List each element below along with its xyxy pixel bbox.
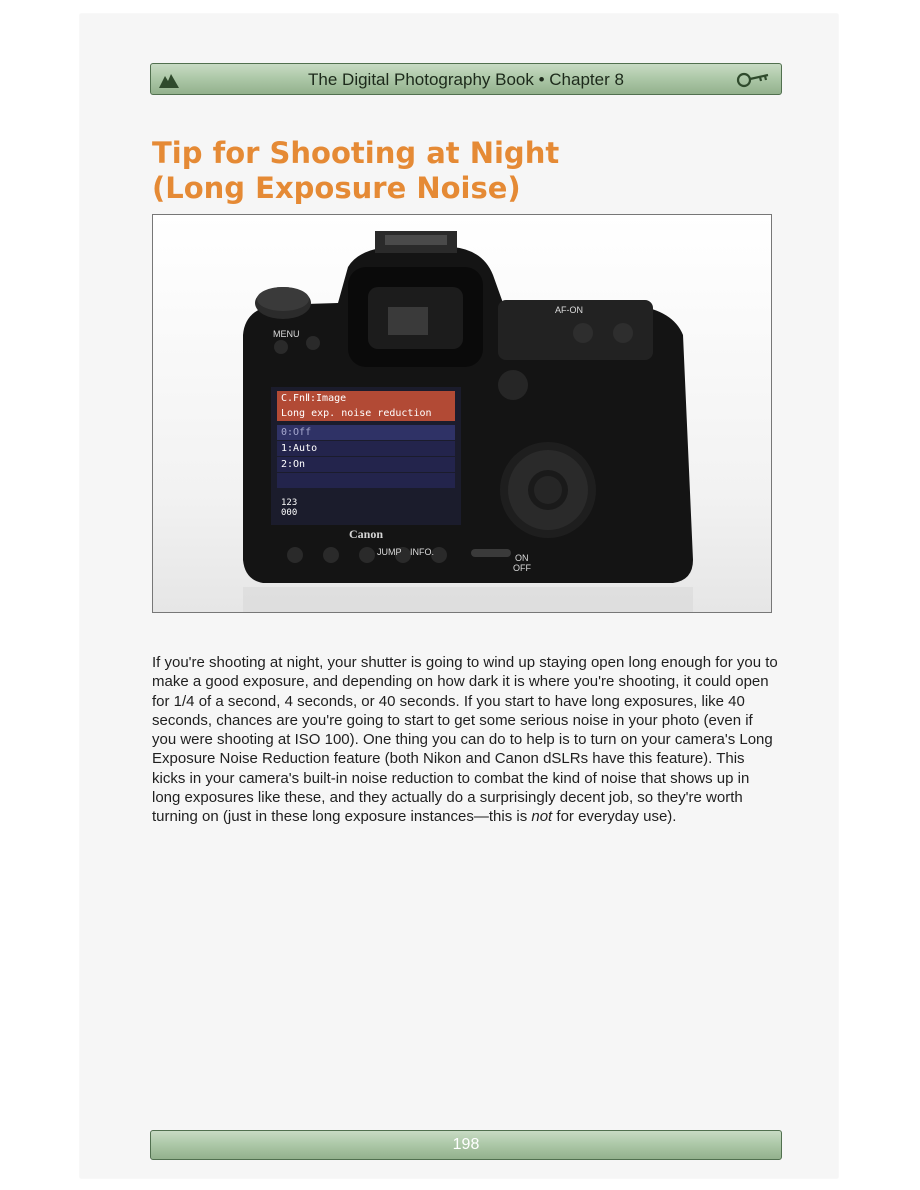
bleed-through-text [640,136,648,164]
body-text-part-1: If you're shooting at night, your shutter is going to wind up staying open long enough for you to make a good exposure, and depending on how dark it is where you're shooting, it could open for 1/4 of a second, 4 seconds, or 40 seconds. If you start to have long exposures, like 40 seconds, chances are you're going to start to get some serious noise in your photo (even if you were shooting at ISO 100). One thing you can do to help is to turn on your camera's Long Exposure Noise Reduction feature (both Nikon and Canon dSLRs have this feature). This kicks in your camera's built-in noise reduction to combat the kind of noise that shows up in long exposures like these, and they actually do a surprisingly decent job, so they're worth turning on (just in these long exposure instances—this is [152,654,778,826]
brand-logo: Canon [349,527,384,541]
lcd-screen [271,387,461,525]
body-paragraph [152,653,778,827]
info-label: INFO. [410,547,434,557]
running-title: The Digital Photography Book • Chapter 8 [308,70,624,89]
lcd-digits-bottom: 000 [281,508,298,518]
af-on-label: AF-ON [555,305,583,315]
on-label: ON [515,553,529,563]
lcd-header-line-1: C.FnⅡ:Image [277,391,455,406]
camera-illustration [153,215,772,613]
off-label: OFF [513,563,531,573]
menu-label: MENU [273,329,300,339]
lcd-blank-row [277,473,455,488]
lcd-option-off: 0:Off [277,425,455,440]
lcd-digits-top: 123 [281,498,298,508]
tip-title [152,136,559,206]
page-number: 198 [452,1136,480,1153]
body-text-part-2: for everyday use). [552,808,677,826]
lcd-option-on: 2:On [277,457,455,472]
lcd-option-auto: 1:Auto [277,441,455,456]
jump-label: JUMP [377,547,402,557]
key-icon [735,69,771,94]
chapter-header-bar [150,63,782,95]
body-emphasis: not [531,808,553,826]
tip-title-line-1: Tip for Shooting at Night [152,136,560,170]
camera-back-photo [152,214,772,613]
tip-title-line-2: (Long Exposure Noise) [152,171,521,205]
page-number-bar [150,1130,782,1160]
lcd-header-line-2: Long exp. noise reduction [277,406,455,421]
